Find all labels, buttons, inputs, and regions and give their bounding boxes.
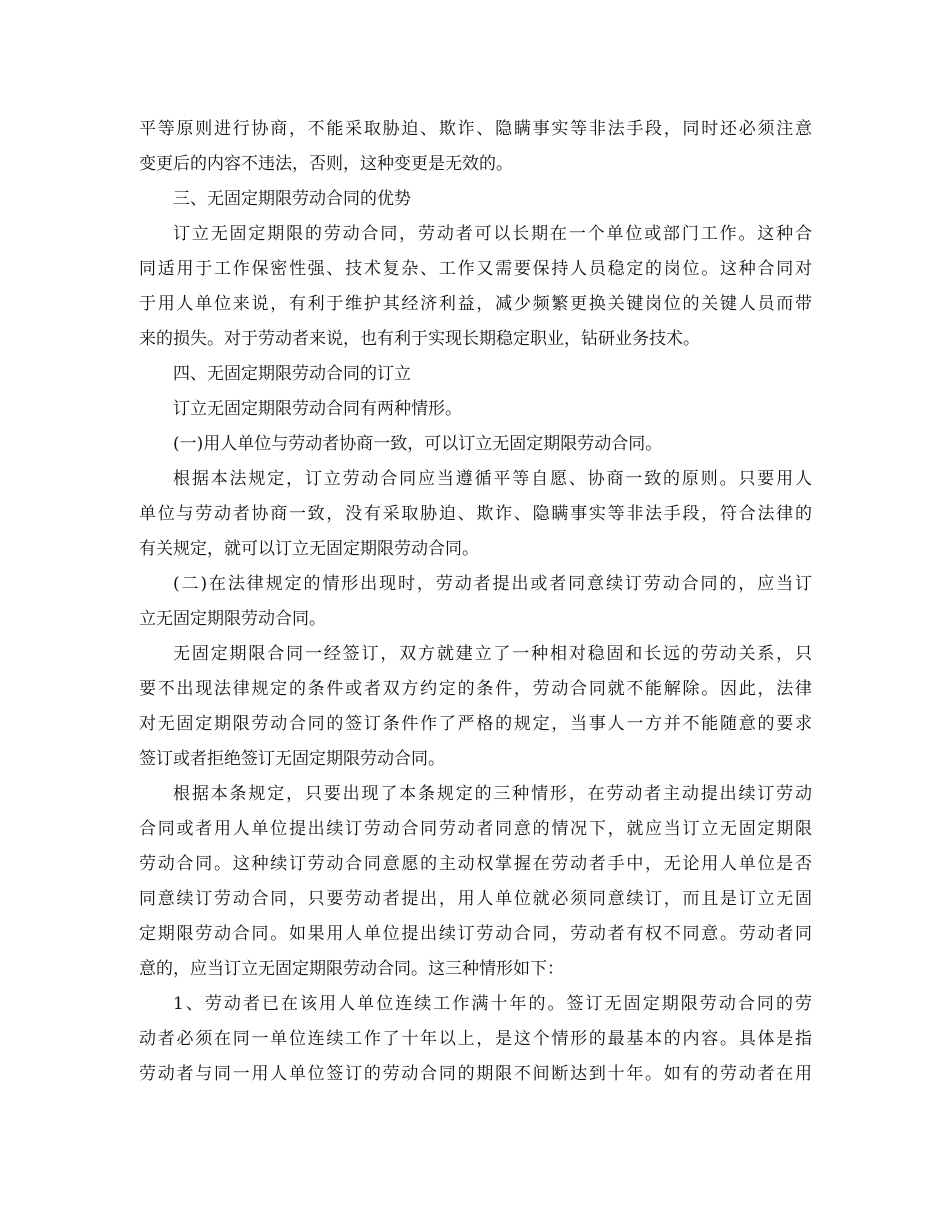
text-line: 根据本条规定，只要出现了本条规定的三种情形，在劳动者主动提出续订劳动 <box>173 784 812 804</box>
text-line: 1、劳动者已在该用人单位连续工作满十年的。签订无固定期限劳动合同的劳 <box>173 994 812 1014</box>
text-line: 劳动者与同一用人单位签订的劳动合同的期限不间断达到十年。如有的劳动者在用 <box>139 1064 812 1084</box>
text-line: 订立无固定期限劳动合同有两种情形。 <box>173 399 462 419</box>
text-line: (一)用人单位与劳动者协商一致，可以订立无固定期限劳动合同。 <box>173 434 663 454</box>
text-line: 动者必须在同一单位连续工作了十年以上，是这个情形的最基本的内容。具体是指 <box>139 1029 812 1049</box>
text-line: 同适用于工作保密性强、技术复杂、工作又需要保持人员稳定的岗位。这种合同对 <box>139 259 812 279</box>
text-line: 平等原则进行协商，不能采取胁迫、欺诈、隐瞒事实等非法手段，同时还必须注意 <box>139 119 812 139</box>
text-line: 有关规定，就可以订立无固定期限劳动合同。 <box>139 539 479 559</box>
text-line: 定期限劳动合同。如果用人单位提出续订劳动合同，劳动者有权不同意。劳动者同 <box>139 924 812 944</box>
section-heading: 四、无固定期限劳动合同的订立 <box>173 364 411 384</box>
text-line: 变更后的内容不违法，否则，这种变更是无效的。 <box>139 154 513 174</box>
document-body <box>139 112 812 1092</box>
text-line: 立无固定期限劳动合同。 <box>139 609 326 629</box>
text-line: (二)在法律规定的情形出现时，劳动者提出或者同意续订劳动合同的，应当订 <box>173 574 812 594</box>
text-line: 合同或者用人单位提出续订劳动合同劳动者同意的情况下，就应当订立无固定期限 <box>139 819 812 839</box>
text-line: 意的，应当订立无固定期限劳动合同。这三种情形如下： <box>139 959 564 979</box>
text-line: 要不出现法律规定的条件或者双方约定的条件，劳动合同就不能解除。因此，法律 <box>139 679 812 699</box>
text-line: 根据本法规定，订立劳动合同应当遵循平等自愿、协商一致的原则。只要用人 <box>173 469 812 489</box>
text-line: 订立无固定期限的劳动合同，劳动者可以长期在一个单位或部门工作。这种合 <box>173 224 812 244</box>
text-line: 签订或者拒绝签订无固定期限劳动合同。 <box>139 749 445 769</box>
section-heading: 三、无固定期限劳动合同的优势 <box>173 189 411 209</box>
text-line: 同意续订劳动合同，只要劳动者提出，用人单位就必须同意续订，而且是订立无固 <box>139 889 812 909</box>
text-line: 劳动合同。这种续订劳动合同意愿的主动权掌握在劳动者手中，无论用人单位是否 <box>139 854 812 874</box>
text-line: 单位与劳动者协商一致，没有采取胁迫、欺诈、隐瞒事实等非法手段，符合法律的 <box>139 504 812 524</box>
text-line: 来的损失。对于劳动者来说，也有利于实现长期稳定职业，钻研业务技术。 <box>139 329 700 349</box>
text-line: 于用人单位来说，有利于维护其经济利益，减少频繁更换关键岗位的关键人员而带 <box>139 294 812 314</box>
text-line: 无固定期限合同一经签订，双方就建立了一种相对稳固和长远的劳动关系，只 <box>173 644 812 664</box>
text-line: 对无固定期限劳动合同的签订条件作了严格的规定，当事人一方并不能随意的要求 <box>139 714 812 734</box>
